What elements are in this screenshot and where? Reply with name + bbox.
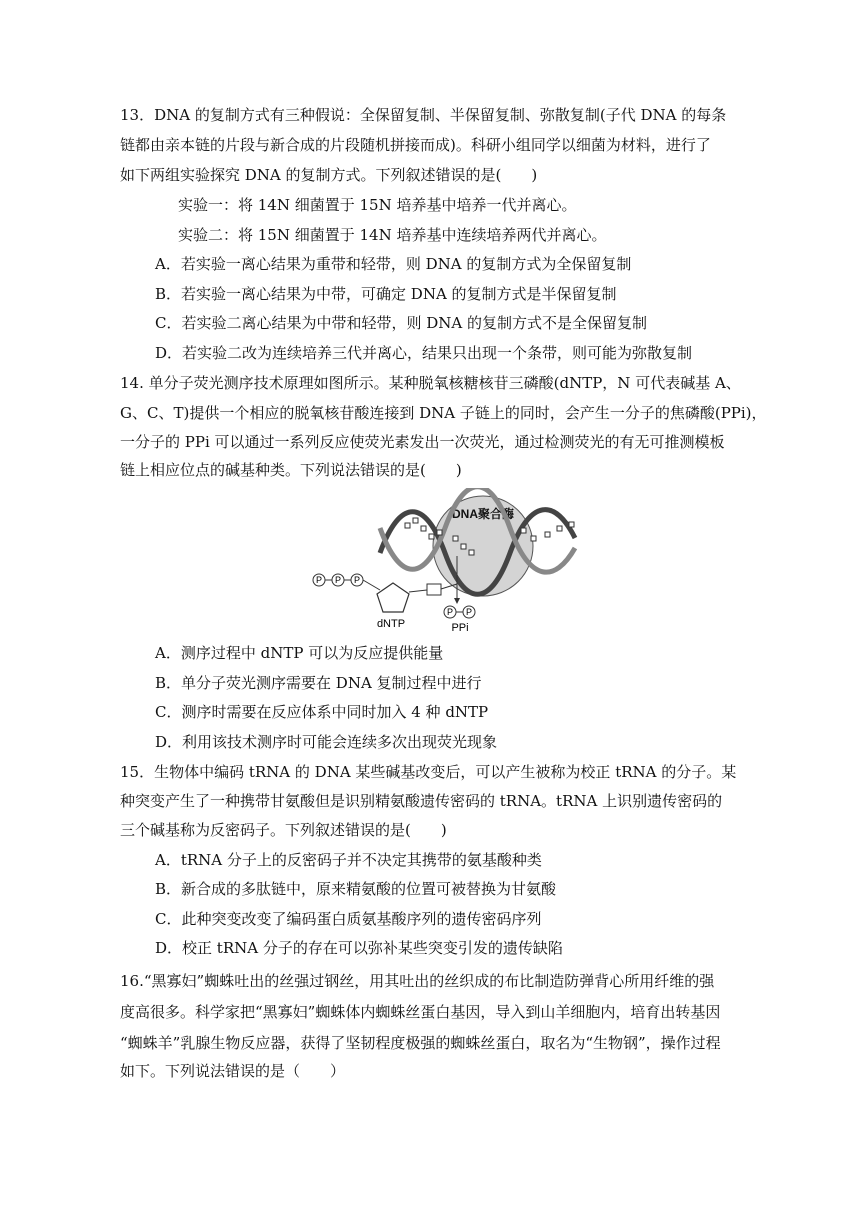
q14-option-b: B．单分子荧光测序需要在 DNA 复制过程中进行 [155, 674, 482, 692]
q15-option-b: B．新合成的多肽链中，原来精氨酸的位置可被替换为甘氨酸 [155, 880, 557, 898]
q16-stem-line-3: “蜘蛛羊”乳腺生物反应器，获得了坚韧程度极强的蜘蛛丝蛋白，取名为“生物钢”，操作过程 [120, 1034, 721, 1052]
phosphate-2-label: P [334, 575, 342, 585]
ppi-phosphate-1: P [446, 607, 454, 617]
q13-stem-line-2: 链都由亲本链的片段与新合成的片段随机拼接而成)。科研小组同学以细菌为材料，进行了 [120, 136, 711, 154]
deoxyribose-pentagon [377, 583, 409, 612]
q15-option-a: A．tRNA 分子上的反密码子并不决定其携带的氨基酸种类 [155, 851, 542, 869]
q13-stem-line-1: 13．DNA 的复制方式有三种假说：全保留复制、半保留复制、弥散复制(子代 DNA 的每条 [120, 106, 727, 124]
base-link [409, 590, 427, 592]
q14-stem-line-2: G、C、T)提供一个相应的脱氧核苷酸连接到 DNA 子链上的同时，会产生一分子的焦磷酸(PPi)， [120, 404, 767, 422]
q13-stem-line-3: 如下两组实验探究 DNA 的复制方式。下列叙述错误的是( ) [120, 166, 538, 184]
q13-option-a: A．若实验一离心结果为重带和轻带，则 DNA 的复制方式为全保留复制 [155, 255, 632, 273]
triphosphate-group [313, 574, 380, 590]
dntp-label: dNTP [376, 618, 406, 630]
dna-polymerase-label: DNA聚合酶 [452, 507, 514, 521]
q14-stem-line-1: 14. 单分子荧光测序技术原理如图所示。某种脱氧核糖核苷三磷酸(dNTP，N 可代表碱基 A、 [120, 374, 741, 392]
q15-stem-line-3: 三个碱基称为反密码子。下列叙述错误的是( ) [120, 821, 447, 839]
q15-stem-line-2: 种突变产生了一种携带甘氨酸但是识别精氨酸遗传密码的 tRNA。tRNA 上识别遗传密码的 [120, 792, 723, 810]
q15-option-c: C．此种突变改变了编码蛋白质氨基酸序列的遗传密码序列 [155, 910, 542, 928]
q13-option-c: C．若实验二离心结果为中带和轻带，则 DNA 的复制方式不是全保留复制 [155, 314, 648, 332]
q16-stem-line-1: 16.“黑寡妇”蜘蛛吐出的丝强过钢丝，用其吐出的丝织成的布比制造防弹背心所用纤维的强 [120, 972, 715, 990]
q14-option-c: C．测序时需要在反应体系中同时加入 4 种 dNTP [155, 703, 489, 721]
q13-option-b: B．若实验一离心结果为中带，可确定 DNA 的复制方式是半保留复制 [155, 285, 617, 303]
q13-experiment-1: 实验一：将 14N 细菌置于 15N 培养基中培养一代并离心。 [178, 196, 577, 214]
q13-experiment-2: 实验二：将 15N 细菌置于 14N 培养基中连续培养两代并离心。 [178, 226, 607, 244]
base-square [427, 584, 441, 595]
q15-stem-line-1: 15．生物体中编码 tRNA 的 DNA 某些碱基改变后，可以产生被称为校正 tRNA 的分子。某 [120, 763, 737, 781]
phosphate-3-label: P [353, 575, 361, 585]
arrow-head [454, 598, 460, 604]
q14-option-d: D．利用该技术测序时可能会连续多次出现荧光现象 [155, 733, 498, 751]
q16-stem-line-4: 如下。下列说法错误的是（ ） [120, 1062, 346, 1080]
q14-stem-line-4: 链上相应位点的碱基种类。下列说法错误的是( ) [120, 461, 462, 479]
q14-option-a: A．测序过程中 dNTP 可以为反应提供能量 [155, 644, 444, 662]
sequencing-figure [305, 488, 595, 638]
ppi-group [444, 606, 475, 618]
q14-stem-line-3: 一分子的 PPi 可以通过一系列反应使荧光素发出一次荧光，通过检测荧光的有无可推测模板 [120, 433, 725, 451]
ppi-phosphate-2: P [465, 607, 473, 617]
q13-option-d: D．若实验二改为连续培养三代并离心，结果只出现一个条带，则可能为弥散复制 [155, 344, 693, 362]
q16-stem-line-2: 度高很多。科学家把“黑寡妇”蜘蛛体内蜘蛛丝蛋白基因，导入到山羊细胞内，培育出转基因 [120, 1003, 721, 1021]
ppi-label: PPi [451, 622, 469, 634]
q15-option-d: D．校正 tRNA 分子的存在可以弥补某些突变引发的遗传缺陷 [155, 939, 563, 957]
phosphate-1-label: P [315, 575, 323, 585]
